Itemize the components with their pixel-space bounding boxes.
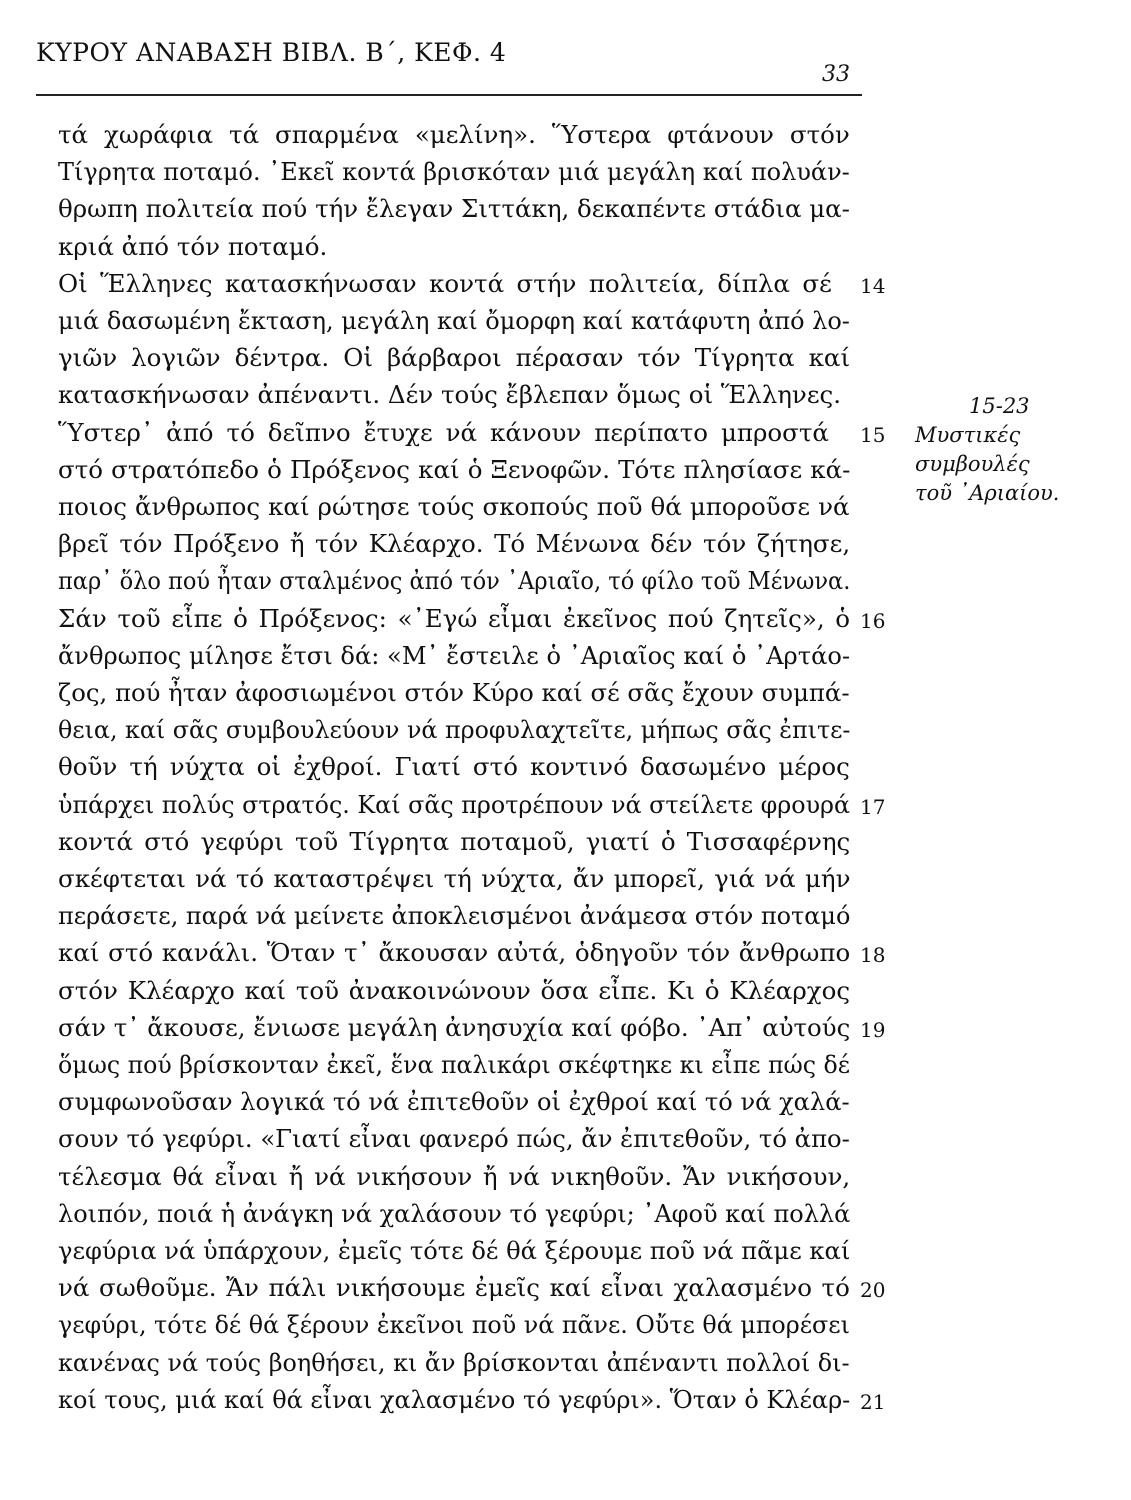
line-text: κανένας νά τούς βοηθήσει, κι ἄν βρίσκονται ἀπέναντι πολλοί δι- <box>58 1347 850 1377</box>
line-text: στόν Κλέαρχο καί τοῦ ἀνακοινώνουν ὅσα εἶπε. Κι ὁ Κλέαρχος <box>58 975 851 1005</box>
line-text: σουν τό γεφύρι. «Γιατί εἶναι φανερό πώς, ἄν ἐπιτεθοῦν, τό ἀπο- <box>58 1124 850 1154</box>
text-line <box>0 155 1131 195</box>
paragraph-number: 19 <box>860 1017 886 1042</box>
line-text: Οἱ Ἕλληνες κατασκήνωσαν κοντά στήν πολιτεία, δίπλα σέ <box>58 268 832 298</box>
text-line <box>0 825 1131 865</box>
text-line <box>0 1308 1131 1348</box>
text-line <box>0 676 1131 716</box>
text-line <box>0 118 1131 158</box>
margin-note-ref: 15-23 <box>969 394 1030 418</box>
line-text: θεια, καί σᾶς συμβουλεύουν νά προφυλαχτεῖτε, μήπως σᾶς ἐπιτε- <box>58 715 851 745</box>
line-text: ἄνθρωπος μίλησε ἔτσι δά: «Μ᾿ ἔστειλε ὁ ᾿Αριαῖος καί ὁ ᾿Αρτάο- <box>58 640 851 670</box>
text-line <box>0 639 1131 679</box>
line-text: μιά δασωμένη ἔκταση, μεγάλη καί ὄμορφη καί κατάφυτη ἀπό λο- <box>58 306 850 335</box>
line-text: ζος, πού ἦταν ἀφοσιωμένοι στόν Κύρο καί σέ σᾶς ἔχουν συμπά- <box>58 678 850 707</box>
text-line <box>0 1197 1131 1237</box>
line-text: γεφύρια νά ὑπάρχουν, ἐμεῖς τότε δέ θά ξέρουμε ποῦ νά πᾶμε καί <box>58 1236 851 1265</box>
line-text: γεφύρι, τότε δέ θά ξέρουν ἐκεῖνοι ποῦ νά πᾶνε. Οὔτε θά μπορέσει <box>58 1310 850 1340</box>
line-text: στό στρατόπεδο ὁ Πρόξενος καί ὁ Ξενοφῶν. Τότε πλησίασε κά- <box>58 454 851 484</box>
line-text: παρ᾿ ὅλο πού ἦταν σταλμένος ἀπό τόν ᾿Αριαῖο, τό φίλο τοῦ Μένωνα. <box>58 566 851 596</box>
line-text: Σάν τοῦ εἶπε ὁ Πρόξενος: «᾿Εγώ εἶμαι ἐκεῖνος πού ζητεῖς», ὁ <box>58 603 851 633</box>
text-line <box>0 230 1131 270</box>
line-text: νά σωθοῦμε. Ἄν πάλι νικήσουμε ἐμεῖς καί εἶναι χαλασμένο τό <box>58 1273 850 1303</box>
line-text: σάν τ᾿ ἄκουσε, ἔνιωσε μεγάλη ἀνησυχία καί φόβο. ᾿Απ᾿ αὐτούς <box>58 1012 851 1042</box>
line-text: θρωπη πολιτεία πού τήν ἔλεγαν Σιττάκη, δεκαπέντε στάδια μα- <box>58 194 850 224</box>
line-text: τέλεσμα θά εἶναι ἤ νά νικήσουν ἤ νά νικηθοῦν. Ἄν νικήσουν, <box>58 1161 851 1191</box>
line-text: κατασκήνωσαν ἀπέναντι. Δέν τούς ἔβλεπαν ὅμως οἱ Ἕλληνες. <box>58 380 842 410</box>
line-text: κοντά στό γεφύρι τοῦ Τίγρητα ποταμοῦ, γιατί ὁ Τισσαφέρνης <box>58 826 851 856</box>
line-text: θοῦν τή νύχτα οἱ ἐχθροί. Γιατί στό κοντινό δασωμένο μέρος <box>58 752 850 782</box>
line-text: ποιος ἄνθρωπος καί ρώτησε τούς σκοπούς ποῦ θά μποροῦσε νά <box>58 492 850 521</box>
text-line <box>0 1346 1131 1386</box>
line-text: περάσετε, παρά νά μείνετε ἀποκλεισμένοι ἀνάμεσα στόν ποταμό <box>58 901 851 931</box>
text-line <box>0 192 1131 232</box>
margin-note-line: Μυστικές <box>915 423 1021 447</box>
text-line <box>0 1011 1131 1051</box>
page-number: 33 <box>822 62 850 87</box>
paragraph-number: 20 <box>860 1278 886 1303</box>
text-line <box>0 1160 1131 1200</box>
paragraph-number: 16 <box>860 608 886 633</box>
text-line <box>0 527 1131 567</box>
text-line <box>0 788 1131 828</box>
text-line <box>0 602 1131 642</box>
line-text: σκέφτεται νά τό καταστρέψει τή νύχτα, ἄν μπορεῖ, γιά νά μήν <box>58 864 851 893</box>
text-line <box>0 1383 1131 1423</box>
text-line <box>0 341 1131 381</box>
line-text: λοιπόν, ποιά ἡ ἀνάγκη νά χαλάσουν τό γεφύρι; ᾿Αφοῦ καί πολλά <box>58 1198 851 1228</box>
text-line <box>0 1234 1131 1274</box>
paragraph-number: 14 <box>860 273 886 298</box>
paragraph-number: 17 <box>860 794 886 819</box>
text-line <box>0 564 1131 604</box>
text-line <box>0 267 1131 307</box>
paragraph-number: 18 <box>860 943 886 968</box>
line-text: βρεῖ τόν Πρόξενο ἤ τόν Κλέαρχο. Τό Μένωνα δέν τόν ζήτησε, <box>58 529 851 559</box>
line-text: καί στό κανάλι. Ὅταν τ᾿ ἄκουσαν αὐτά, ὁδηγοῦν τόν ἄνθρωπο <box>58 938 851 968</box>
text-line <box>0 974 1131 1014</box>
line-text: τά χωράφια τά σπαρμένα «μελίνη». Ὕστερα φτάνουν στόν <box>58 120 850 149</box>
line-text: κοί τους, μιά καί θά εἶναι χαλασμένο τό γεφύρι». Ὅταν ὁ Κλέαρ- <box>58 1384 851 1414</box>
margin-note <box>915 392 1095 508</box>
line-text: ὑπάρχει πολύς στρατός. Καί σᾶς προτρέπουν νά στείλετε φρουρά <box>58 789 851 819</box>
text-line <box>0 750 1131 790</box>
text-line <box>0 899 1131 939</box>
margin-note-line: τοῦ ᾿Αριαίου. <box>915 481 1060 505</box>
running-head-title: ΚΥΡΟΥ ΑΝΑΒΑΣΗ ΒΙΒΛ. Β΄, ΚΕΦ. 4 <box>36 38 507 67</box>
paragraph-number: 21 <box>860 1389 886 1414</box>
text-line <box>0 936 1131 976</box>
text-line <box>0 713 1131 753</box>
text-line <box>0 1271 1131 1311</box>
line-text: κριά ἀπό τόν ποταμό. <box>58 231 328 261</box>
text-line <box>0 304 1131 344</box>
line-text: ὅμως πού βρίσκονταν ἐκεῖ, ἕνα παλικάρι σκέφτηκε κι εἶπε πώς δέ <box>58 1050 851 1079</box>
text-line <box>0 1085 1131 1125</box>
text-line <box>0 862 1131 902</box>
text-line <box>0 1048 1131 1088</box>
line-text: συμφωνοῦσαν λογικά τό νά ἐπιτεθοῦν οἱ ἐχθροί καί τό νά χαλά- <box>58 1087 850 1117</box>
text-line <box>0 1122 1131 1162</box>
line-text: Ὕστερ᾿ ἀπό τό δεῖπνο ἔτυχε νά κάνουν περίπατο μπροστά <box>58 417 829 447</box>
line-text: γιῶν λογιῶν δέντρα. Οἱ βάρβαροι πέρασαν τόν Τίγρητα καί <box>58 343 851 373</box>
line-text: Τίγρητα ποταμό. ᾿Εκεῖ κοντά βρισκόταν μιά μεγάλη καί πολυάν- <box>58 157 850 187</box>
paragraph-number: 15 <box>860 422 886 447</box>
margin-note-line: συμβουλές <box>915 452 1030 476</box>
